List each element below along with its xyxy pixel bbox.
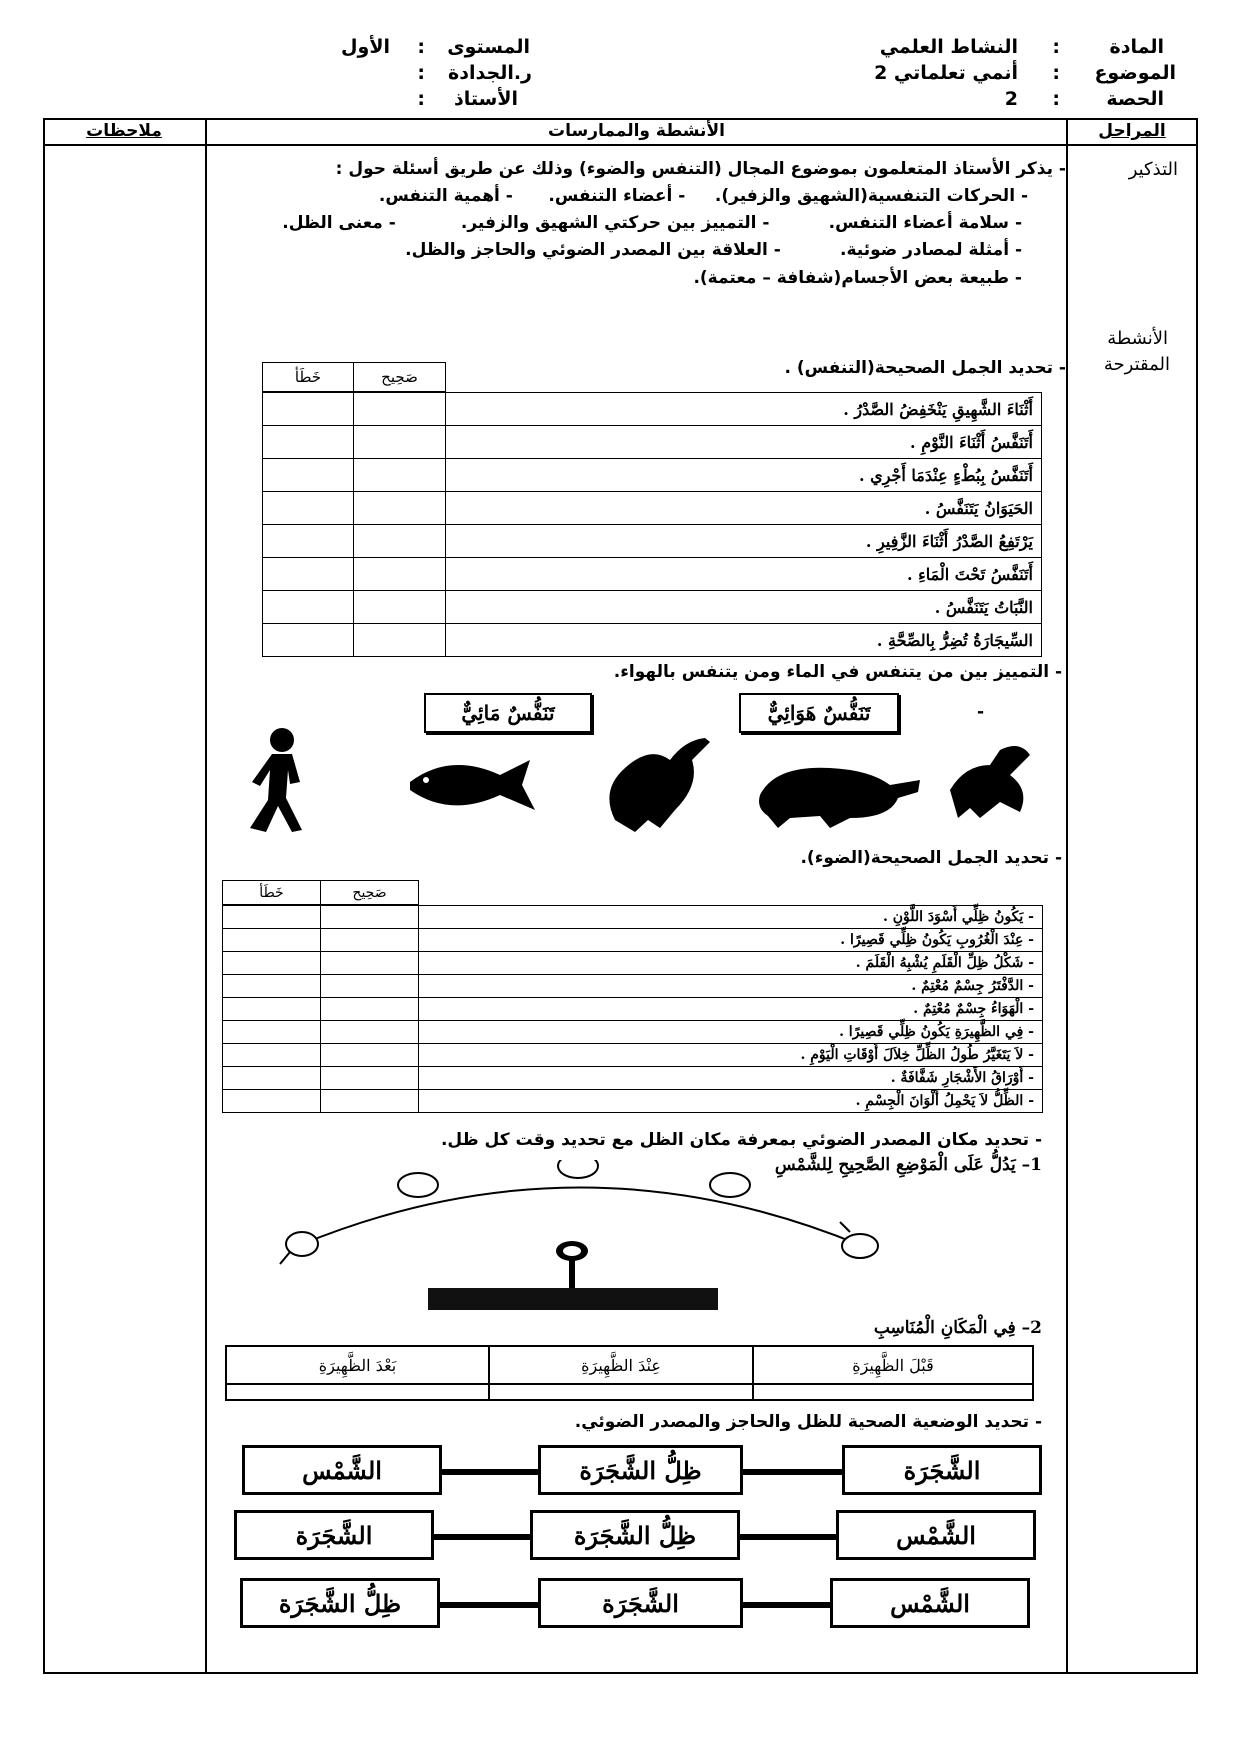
breathing-statement-text: أَتَنَفَّسُ بِبُطْءٍ عِنْدَمَا أَجْرِي . xyxy=(859,465,1033,485)
dash-mark: - xyxy=(977,702,985,722)
light-statement-text: - الظِّلُّ لاَ يَحْمِلُ أَلْوَانَ الْجِسْمِ . xyxy=(855,1093,1034,1109)
level-value: الأول xyxy=(341,36,390,58)
light-answer-correct[interactable] xyxy=(320,1043,419,1067)
shadow-arrangement-box: الشَّمْس xyxy=(830,1578,1030,1628)
connector-line xyxy=(740,1534,836,1540)
breathing-answer-correct[interactable] xyxy=(353,491,446,525)
light-statement-text: - أَوْرَاقُ الأَشْجَارِ شَفَّافَةٌ . xyxy=(890,1070,1034,1086)
before-noon-cell: قَبْلَ الظَّهِيرَةِ xyxy=(752,1345,1034,1385)
subject-value: النشاط العلمي xyxy=(879,36,1018,58)
shadow-arrangement-box: ظِلُّ الشَّجَرَة xyxy=(240,1578,440,1628)
topic-label: الموضوع xyxy=(1094,62,1176,84)
bird-icon xyxy=(950,746,1030,818)
breathing-statement-text: النَّبَاتُ يَتَنَفَّسُ . xyxy=(934,597,1033,617)
light-task-title: - تحديد الجمل الصحيحة(الضوء). xyxy=(800,848,1062,868)
at-noon-cell: عِنْدَ الظَّهِيرَةِ xyxy=(488,1345,754,1385)
colon: : xyxy=(1052,88,1060,110)
shadow-arrangement-box: الشَّجَرَة xyxy=(234,1510,434,1560)
topic-value: أنمي تعلماتي 2 xyxy=(874,62,1018,84)
light-answer-correct[interactable] xyxy=(320,905,419,929)
breathing-answer-wrong[interactable] xyxy=(262,458,354,492)
light-statement-row xyxy=(418,928,1043,952)
light-statement-text: - الدَّفْتَرُ جِسْمٌ مُعْتِمٌ . xyxy=(911,978,1034,994)
breathing-statement-text: السِّيجَارَةُ تُضِرُّ بِالصِّحَّةِ . xyxy=(876,630,1033,650)
breathing-task-title: - تحديد الجمل الصحيحة(التنفس) . xyxy=(784,358,1066,378)
stage-reminder: التذكير xyxy=(1128,159,1178,180)
light-answer-correct[interactable] xyxy=(320,974,419,998)
ground-bar xyxy=(428,1288,718,1310)
breathing-statement-row xyxy=(445,392,1042,426)
light-statement-text: - فِي الظَّهِيرَةِ يَكُونُ ظِلِّي قَصِيرًا . xyxy=(839,1024,1034,1040)
breathing-answer-wrong[interactable] xyxy=(262,557,354,591)
connector-line xyxy=(743,1602,830,1608)
light-answer-correct[interactable] xyxy=(320,1020,419,1044)
stage-proposed-line1: الأنشطة xyxy=(1107,328,1168,349)
sun-task-step2: 2– فِي الْمَكَانِ الْمُنَاسِبِ xyxy=(873,1318,1042,1338)
light-statement-row xyxy=(418,905,1043,929)
breathing-answer-correct[interactable] xyxy=(353,392,446,426)
shadow-task-title: - تحديد الوضعية الصحية للظل والحاجز والمصدر الضوئي. xyxy=(574,1412,1042,1432)
breathing-answer-correct[interactable] xyxy=(353,425,446,459)
light-statement-row xyxy=(418,1020,1043,1044)
breathing-answer-wrong[interactable] xyxy=(262,623,354,657)
aquatic-breathing-box: تَنَفُّسٌ مَائِيٌّ xyxy=(424,693,592,733)
reminder-line1: - الحركات التنفسية(الشهيق والزفير). - أعضاء التنفس. - أهمية التنفس. xyxy=(378,186,1028,206)
col-stages-header: المراحل xyxy=(1098,121,1166,141)
breathing-statement-row xyxy=(445,491,1042,525)
light-statement-text: - يَكُونُ ظِلِّي أَسْوَدَ اللَّوْنِ . xyxy=(882,909,1034,925)
breathing-answer-correct[interactable] xyxy=(353,524,446,558)
light-answer-correct[interactable] xyxy=(320,951,419,975)
light-statement-text: - شَكْلُ ظِلِّ الْقَلَمِ يُشْبِهُ الْقَلَمَ . xyxy=(855,955,1034,971)
reminder-intro: - يذكر الأستاذ المتعلمون بموضوع المجال (التنفس والضوء) وذلك عن طريق أسئلة حول : xyxy=(335,159,1066,179)
light-statement-row xyxy=(418,951,1043,975)
light-answer-correct[interactable] xyxy=(320,1089,419,1113)
teacher-label: الأستاذ xyxy=(454,88,518,110)
session-label: الحصة xyxy=(1106,88,1164,110)
breathing-statement-text: أَتَنَفَّسُ تَحْتَ الْمَاءِ . xyxy=(907,564,1033,584)
light-answer-wrong[interactable] xyxy=(222,1066,321,1090)
light-answer-wrong[interactable] xyxy=(222,1043,321,1067)
breathing-answer-correct[interactable] xyxy=(353,557,446,591)
light-statement-row xyxy=(418,1089,1043,1113)
breathing-statement-text: الحَيَوَانُ يَتَنَفَّسُ . xyxy=(924,498,1033,518)
breathing-col-correct: صَحِيح xyxy=(353,362,446,392)
breathing-answer-wrong[interactable] xyxy=(262,425,354,459)
sun-position-circle[interactable] xyxy=(280,1232,318,1264)
after-noon-cell: بَعْدَ الظَّهِيرَةِ xyxy=(225,1345,490,1385)
at-noon-answer[interactable] xyxy=(488,1383,754,1401)
breathing-statement-text: يَرْتَفِعُ الصَّدْرُ أَثْنَاءَ الزَّفِيرِ . xyxy=(865,531,1033,551)
colon: : xyxy=(1052,36,1060,58)
light-answer-correct[interactable] xyxy=(320,928,419,952)
reminder-line4: - طبيعة بعض الأجسام(شفافة – معتمة). xyxy=(693,268,1022,288)
light-answer-wrong[interactable] xyxy=(222,928,321,952)
otter-icon xyxy=(609,738,710,832)
breathing-answer-correct[interactable] xyxy=(353,458,446,492)
session-value: 2 xyxy=(1004,88,1018,110)
light-answer-wrong[interactable] xyxy=(222,951,321,975)
light-answer-correct[interactable] xyxy=(320,1066,419,1090)
breathing-statement-row xyxy=(445,590,1042,624)
aerial-breathing-box: تَنَفُّسٌ هَوَائِيٌّ xyxy=(739,693,899,733)
breathing-statement-row xyxy=(445,557,1042,591)
shadow-arrangement-box: الشَّجَرَة xyxy=(538,1578,743,1628)
light-statement-row xyxy=(418,1066,1043,1090)
light-statement-row xyxy=(418,997,1043,1021)
breathing-answer-correct[interactable] xyxy=(353,590,446,624)
light-answer-wrong[interactable] xyxy=(222,1089,321,1113)
connector-line xyxy=(442,1469,538,1475)
colon: : xyxy=(417,36,425,58)
sun-position-circle[interactable] xyxy=(840,1222,878,1258)
light-statement-row xyxy=(418,1043,1043,1067)
shadow-arrangement-box: الشَّمْس xyxy=(242,1445,442,1495)
reminder-line3: - أمثلة لمصادر ضوئية. - العلاقة بين المصدر الضوئي والحاجز والظل. xyxy=(405,240,1022,260)
breathing-statement-row xyxy=(445,458,1042,492)
breathing-answer-wrong[interactable] xyxy=(262,590,354,624)
breathing-type-title: - التمييز بين من يتنفس في الماء ومن يتنفس بالهواء. xyxy=(613,662,1062,682)
boy-walking-icon xyxy=(250,728,302,832)
breathing-answer-wrong[interactable] xyxy=(262,524,354,558)
light-statement-row xyxy=(418,974,1043,998)
shadow-arrangement-box: الشَّمْس xyxy=(836,1510,1036,1560)
shadow-arrangement-box: الشَّجَرَة xyxy=(842,1445,1042,1495)
sun-position-circle[interactable] xyxy=(558,1160,598,1178)
breathing-statement-row xyxy=(445,425,1042,459)
animals-illustration xyxy=(230,720,1070,845)
breathing-statement-row xyxy=(445,524,1042,558)
light-statement-text: - الْهَوَاءُ جِسْمٌ مُعْتِمٌ . xyxy=(913,1001,1034,1017)
reminder-line2: - سلامة أعضاء التنفس. - التمييز بين حركتي الشهيق والزفير. - معنى الظل. xyxy=(282,213,1022,233)
school-label: ر.الجدادة xyxy=(448,62,532,84)
breathing-statement-row xyxy=(445,623,1042,657)
col-activities-header: الأنشطة والممارسات xyxy=(548,121,725,141)
col-notes-header: ملاحظات xyxy=(86,121,162,141)
tree-icon xyxy=(556,1241,588,1290)
light-statement-text: - لاَ يَتَغَيَّرُ طُولُ الظِّلِّ خِلاَلَ أَوْقَاتِ الْيَوْمِ . xyxy=(800,1047,1034,1063)
light-answer-wrong[interactable] xyxy=(222,905,321,929)
breathing-statement-text: أَثْنَاءَ الشَّهِيقِ يَنْخَفِضُ الصَّدْرُ . xyxy=(843,399,1033,419)
breathing-answer-correct[interactable] xyxy=(353,623,446,657)
connector-line xyxy=(434,1534,530,1540)
light-answer-wrong[interactable] xyxy=(222,974,321,998)
colon: : xyxy=(417,88,425,110)
breathing-col-wrong: خَطَأ xyxy=(262,362,354,392)
shadow-arrangement-box: ظِلُّ الشَّجَرَة xyxy=(538,1445,743,1495)
colon: : xyxy=(417,62,425,84)
sun-position-circle[interactable] xyxy=(398,1173,438,1197)
turtle-icon xyxy=(759,768,920,828)
stage-proposed-line2: المقترحة xyxy=(1103,354,1170,375)
breathing-statement-text: أَتَنَفَّسُ أَثْنَاءَ النَّوْمِ . xyxy=(910,432,1033,452)
connector-line xyxy=(440,1602,538,1608)
sun-task-title: - تحديد مكان المصدر الضوئي بمعرفة مكان الظل مع تحديد وقت كل ظل. xyxy=(440,1130,1042,1150)
light-col-wrong: خَطَأ xyxy=(222,880,321,905)
sun-position-circle[interactable] xyxy=(710,1173,750,1197)
subject-label: المادة xyxy=(1109,36,1164,58)
connector-line xyxy=(743,1469,842,1475)
light-answer-wrong[interactable] xyxy=(222,997,321,1021)
after-noon-answer[interactable] xyxy=(225,1383,490,1401)
breathing-answer-wrong[interactable] xyxy=(262,392,354,426)
fish-icon xyxy=(410,760,535,810)
light-statement-text: - عِنْدَ الْغُرُوبِ يَكُونُ ظِلِّي قَصِيرًا . xyxy=(840,932,1034,948)
before-noon-answer[interactable] xyxy=(752,1383,1034,1401)
shadow-arrangement-box: ظِلُّ الشَّجَرَة xyxy=(530,1510,740,1560)
light-answer-wrong[interactable] xyxy=(222,1020,321,1044)
colon: : xyxy=(1052,62,1060,84)
light-answer-correct[interactable] xyxy=(320,997,419,1021)
sun-task-step1: 1– يَدُلُّ عَلَى الْمَوْضِعِ الصَّحِيحِ لِلشَّمْسِ xyxy=(774,1155,1042,1175)
sun-path-diagram xyxy=(260,1160,920,1310)
light-col-correct: صَحِيح xyxy=(320,880,419,905)
level-label: المستوى xyxy=(447,36,530,58)
breathing-answer-wrong[interactable] xyxy=(262,491,354,525)
